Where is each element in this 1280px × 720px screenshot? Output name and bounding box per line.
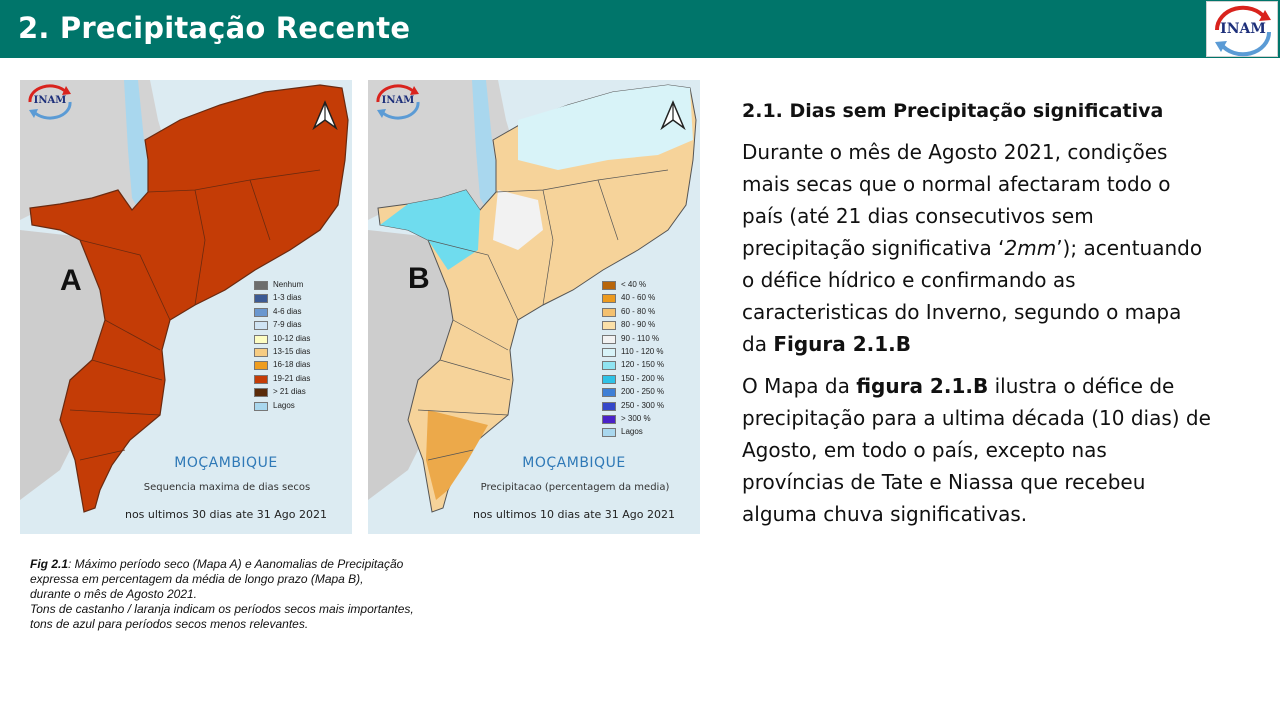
legend-swatch	[602, 428, 616, 437]
paragraph-line: Agosto, em todo o país, excepto nas	[742, 438, 1107, 462]
legend-label: 110 - 120 %	[621, 346, 664, 356]
section-text	[742, 96, 1262, 530]
paragraph-line: províncias de Tate e Niassa que recebeu	[742, 470, 1146, 494]
legend-swatch	[254, 308, 268, 317]
map-a	[20, 80, 352, 534]
figure-caption-line: tons de azul para períodos secos menos relevantes.	[30, 617, 309, 631]
legend-swatch	[254, 321, 268, 330]
legend-label: 120 - 150 %	[621, 360, 665, 370]
country-label: MOÇAMBIQUE	[174, 455, 278, 471]
legend-swatch	[602, 308, 616, 317]
legend-swatch	[602, 294, 616, 303]
legend-swatch	[254, 348, 268, 357]
text-span: ’); acentuando	[1056, 236, 1203, 260]
text-span: O Mapa da	[742, 374, 857, 398]
mini-logo-text: INAM	[381, 95, 415, 106]
map-caption: Sequencia maxima de dias secos	[143, 482, 311, 493]
legend-swatch	[254, 294, 268, 303]
legend-swatch	[602, 348, 616, 357]
text-span: precipitação significativa ‘	[742, 236, 1005, 260]
map-b	[368, 80, 700, 534]
legend-label: 90 - 110 %	[621, 333, 660, 343]
paragraph-2	[742, 370, 1262, 530]
paragraph-line	[742, 328, 1262, 360]
legend-label: 19-21 dias	[273, 373, 311, 383]
legend-label: 13-15 dias	[273, 346, 311, 356]
legend-swatch	[254, 335, 268, 344]
paragraph-line: Durante o mês de Agosto 2021, condições	[742, 140, 1168, 164]
paragraph-line: país (até 21 dias consecutivos sem	[742, 204, 1094, 228]
legend-label: 1-3 dias	[273, 293, 302, 303]
paragraph-line	[742, 232, 1262, 264]
page-title: 2. Precipitação Recente	[18, 11, 411, 45]
north-arrow-icon	[660, 100, 686, 130]
bold-text: figura 2.1.B	[856, 374, 989, 398]
map-caption: Precipitacao (percentagem da media)	[480, 482, 670, 493]
legend-swatch	[602, 375, 616, 384]
paragraph-line: precipitação para a ultima década (10 dias) de	[742, 406, 1211, 430]
legend-swatch	[602, 361, 616, 370]
country-label: MOÇAMBIQUE	[522, 455, 626, 471]
text-span: ilustra o défice de	[988, 374, 1175, 398]
figure-caption-line: expressa em percentagem da média de longo prazo (Mapa B),	[30, 572, 364, 586]
map-date-caption: nos ultimos 30 dias ate 31 Ago 2021	[124, 508, 328, 521]
paragraph-1	[742, 136, 1262, 360]
legend-label: Lagos	[273, 400, 295, 410]
map-date-caption: nos ultimos 10 dias ate 31 Ago 2021	[472, 508, 676, 521]
legend-label: 60 - 80 %	[621, 306, 656, 316]
legend-swatch	[602, 321, 616, 330]
legend-swatch	[254, 388, 268, 397]
legend-swatch	[602, 281, 616, 290]
map-letter: A	[60, 264, 82, 297]
mini-logo-text: INAM	[33, 95, 67, 106]
text-span: da	[742, 332, 774, 356]
paragraph-line: o défice hídrico e confirmando as	[742, 268, 1076, 292]
paragraph-line: caracteristicas do Inverno, segundo o mapa	[742, 300, 1182, 324]
inam-logo	[1206, 1, 1278, 57]
legend-label: Lagos	[621, 427, 643, 437]
italic-text: 2mm	[1004, 236, 1057, 260]
legend-label: 80 - 90 %	[621, 320, 656, 330]
legend-swatch	[602, 415, 616, 424]
legend-label: > 300 %	[621, 413, 651, 423]
legend-label: > 21 dias	[273, 387, 306, 397]
legend-label: Nenhum	[273, 280, 304, 289]
legend-label: 4-6 dias	[273, 306, 302, 316]
legend-label: 16-18 dias	[273, 360, 311, 370]
legend-swatch	[254, 402, 268, 411]
legend-label: 200 - 250 %	[621, 387, 665, 397]
section-heading: 2.1. Dias sem Precipitação significativa	[742, 100, 1164, 122]
legend-swatch	[602, 402, 616, 411]
legend-label: 40 - 60 %	[621, 293, 656, 303]
legend-label: 10-12 dias	[273, 333, 311, 343]
figure-caption-line: Tons de castanho / laranja indicam os períodos secos mais importantes,	[30, 602, 414, 616]
figure-caption	[30, 557, 510, 632]
legend-label: 7-9 dias	[273, 320, 302, 330]
legend-label: 250 - 300 %	[621, 400, 665, 410]
figure-caption-line: : Máximo período seco (Mapa A) e Aanomalias de Precipitação	[68, 557, 404, 571]
figure-caption-line: durante o mês de Agosto 2021.	[30, 587, 198, 601]
map-a-logo	[24, 82, 76, 120]
figure-label: Fig 2.1	[30, 557, 69, 571]
paragraph-line	[742, 370, 1262, 402]
paragraph-line: alguma chuva significativas.	[742, 502, 1028, 526]
map-b-logo	[372, 82, 424, 120]
map-letter: B	[408, 262, 430, 295]
legend-label: 150 - 200 %	[621, 373, 665, 383]
legend-swatch	[602, 335, 616, 344]
legend-swatch	[602, 388, 616, 397]
north-arrow-icon	[312, 100, 338, 130]
logo-text: INAM	[1220, 21, 1266, 37]
paragraph-line: mais secas que o normal afectaram todo o	[742, 172, 1171, 196]
legend-swatch	[254, 375, 268, 384]
header-bar	[0, 0, 1280, 58]
legend-swatch	[254, 281, 268, 290]
legend-label: < 40 %	[621, 280, 647, 289]
bold-text: Figura 2.1.B	[773, 332, 911, 356]
legend-swatch	[254, 361, 268, 370]
